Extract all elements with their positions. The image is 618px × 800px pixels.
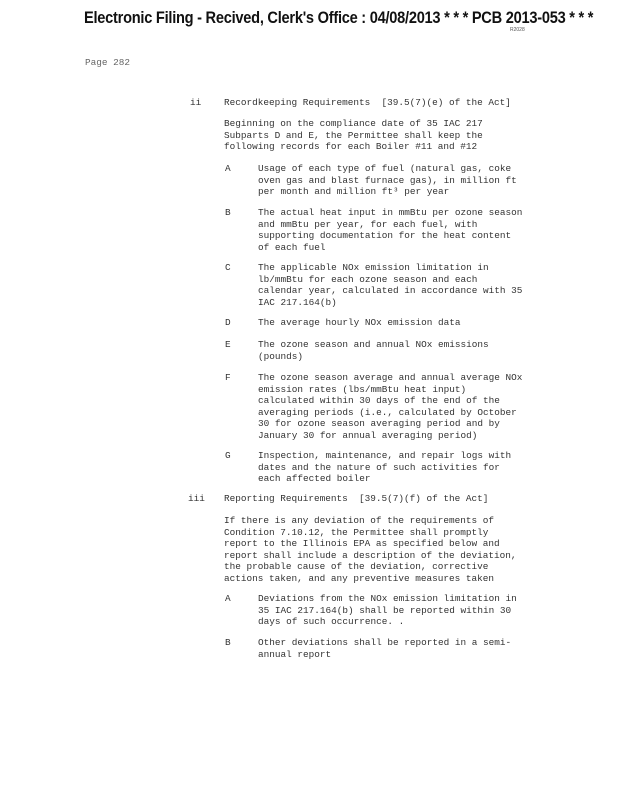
list-item: The actual heat input in mmBtu per ozone season and mmBtu per year, for each fuel, with supporting documentation for the heat content of each fuel <box>258 207 523 253</box>
item-letter: F <box>225 372 231 383</box>
section-iii-marker: iii <box>188 493 205 504</box>
list-item: The average hourly NOx emission data <box>258 317 461 328</box>
list-item: The ozone season average and annual average NOx emission rates (lbs/mmBtu heat input) calculated within 30 days of the end of the averaging periods (i.e., calculated by October 30 for ozone season averaging period and by January 30 for annual averaging period) <box>258 372 523 441</box>
page-number: Page 282 <box>85 57 131 68</box>
item-letter: B <box>225 207 231 218</box>
section-ii-heading: Recordkeeping Requirements [39.5(7)(e) of the Act] <box>224 97 511 108</box>
item-letter: G <box>225 450 231 461</box>
item-letter: B <box>225 637 231 648</box>
list-item: Inspection, maintenance, and repair logs with dates and the nature of such activities for each affected boiler <box>258 450 512 484</box>
item-letter: A <box>225 163 231 174</box>
section-iii-intro: If there is any deviation of the requirements of Condition 7.10.12, the Permittee shall promptly report to the Illinois EPA as specified below and report shall include a description of the deviation, the probable cause of the deviation, corrective actions taken, and any preventive measures taken <box>224 515 517 584</box>
item-letter: E <box>225 339 231 350</box>
list-item: Usage of each type of fuel (natural gas, coke oven gas and blast furnace gas), in million ft per month and million ft³ per year <box>258 163 517 197</box>
item-letter: D <box>225 317 231 328</box>
list-item: Other deviations shall be reported in a semi- annual report <box>258 637 512 660</box>
item-letter: C <box>225 262 231 273</box>
list-item: The ozone season and annual NOx emissions (pounds) <box>258 339 489 362</box>
list-item: Deviations from the NOx emission limitation in 35 IAC 217.164(b) shall be reported within 30 days of such occurrence. . <box>258 593 517 627</box>
section-ii-marker: ii <box>190 97 202 108</box>
filing-stamp-code: R2028 <box>510 27 525 33</box>
filing-header-banner: Electronic Filing - Recived, Clerk's Office : 04/08/2013 * * * PCB 2013-053 * * * <box>84 8 594 27</box>
section-iii-heading: Reporting Requirements [39.5(7)(f) of the Act] <box>224 493 489 504</box>
item-letter: A <box>225 593 231 604</box>
list-item: The applicable NOx emission limitation in lb/mmBtu for each ozone season and each calendar year, calculated in accordance with 35 IAC 217.164(b) <box>258 262 523 308</box>
section-ii-intro: Beginning on the compliance date of 35 IAC 217 Subparts D and E, the Permittee shall keep the following records for each Boiler #11 and #12 <box>224 118 483 152</box>
